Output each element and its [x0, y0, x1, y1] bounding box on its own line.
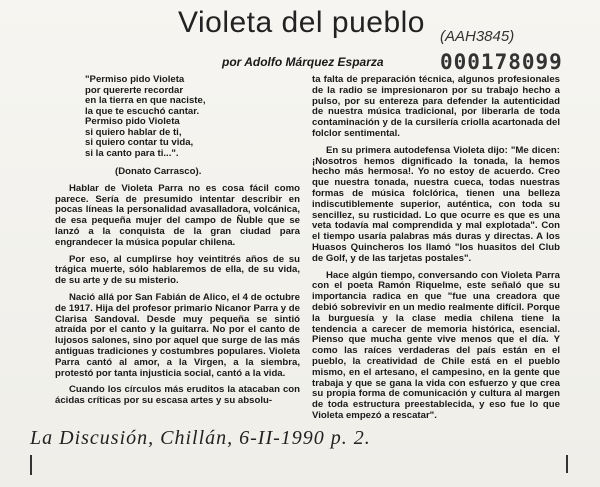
poem-credit: (Donato Carrasco).: [115, 166, 202, 177]
page-title: Violeta del pueblo: [178, 6, 425, 39]
paragraph: Cuando los círculos más eruditos la atacaban con ácidas críticas por su escasa artes y su absolu-: [55, 384, 300, 407]
right-column: [312, 75, 560, 428]
paragraph: Hablar de Violeta Parra no es cosa fácil como parece. Sería de presumido intentar describir en pocas líneas la personalidad avasalladora, volcánica, de esa pequeña mujer del campo de Ñuble que se lanzó a la conquista de la gran ciudad para engrandecer la música popular chilena.: [55, 182, 300, 248]
handwritten-source: La Discusión, Chillán, 6-II-1990 p. 2.: [30, 427, 371, 449]
margin-mark: [30, 455, 32, 475]
stamp-number: 000178099: [440, 50, 563, 74]
paragraph: Nació allá por San Fabián de Alico, el 4 de octubre de 1917. Hija del profesor primario Nicanor Parra y de Clarisa Sandoval. Desde muy pequeña se sintió atraída por el canto y la guitarra. No por el canto de lujosos salones, sino por aquel que surge de las más antiguas tradiciones y costumbres populares. Violeta Parra cantó al amor, a la Virgen, a la siembra, protestó por tanta injusticia social, cantó a la vida.: [55, 291, 300, 379]
paragraph: En su primera autodefensa Violeta dijo: "Me dicen: ¡Nosotros hemos dignificado la tonada, la hemos hecho más hermosa!. Yo no estoy de acuerdo. Creo que nuestra tonada, nuestra cueca, todas nuestras formas de música folclórica, tienen una belleza indiscutiblemente superior, auténtica, con toda su sencillez, su rusticidad. Lo que ocurre es que es una veta todavía mal comprendida y mal explotada". Con el tiempo usaría palabras más duras y directas. A los Huasos Quincheros los llamó "los huasitos del Club de Golf, y de las tarjetas postales".: [312, 144, 560, 264]
paragraph: Por eso, al cumplirse hoy veintitrés años de su trágica muerte, sólo hablaremos de ella, de su vida, de su arte y de su misterio.: [55, 253, 300, 287]
author-byline: por Adolfo Márquez Esparza: [222, 55, 384, 69]
handwritten-reference: (AAH3845): [440, 28, 515, 45]
paragraph: Hace algún tiempo, conversando con Violeta Parra con el poeta Ramón Riquelme, este señaló que su importancia radica en que "fue una creadora que debió sobrevivir en un medio realmente difícil. Porque la burguesía y la clase media chilena tiene la tendencia a carecer de memoria histórica, esencial. Pienso que mucha gente vive menos que el día. Y como las raíces verdaderas del país están en el pueblo, la creatividad de Chile está en el pueblo mismo, en el artesano, el campesino, en la gente que trabaja y que se gana la vida con esfuerzo y que crea su propia forma de comunicación y cultura al margen de toda estructura preestablecida, y eso fue lo que Violeta empezó a rescatar".: [312, 269, 560, 421]
margin-mark: [566, 455, 568, 473]
poem: "Permiso pido Violeta por quererte recordar en la tierra en que naciste, la que te escuchó cantar. Permiso pido Violeta si quiero hablar de ti, si quiero contar tu vida, si la canto para ti...".: [85, 74, 206, 159]
left-column: [55, 75, 300, 413]
paragraph: ta falta de preparación técnica, algunos profesionales de la radio se impresionaron por su trabajo hecho a pulso, por su entereza para defender la autenticidad de nuestra música tradicional, por liberarla de toda contaminación y de la cursilería criolla acartonada del folclor sentimental.: [312, 74, 560, 139]
